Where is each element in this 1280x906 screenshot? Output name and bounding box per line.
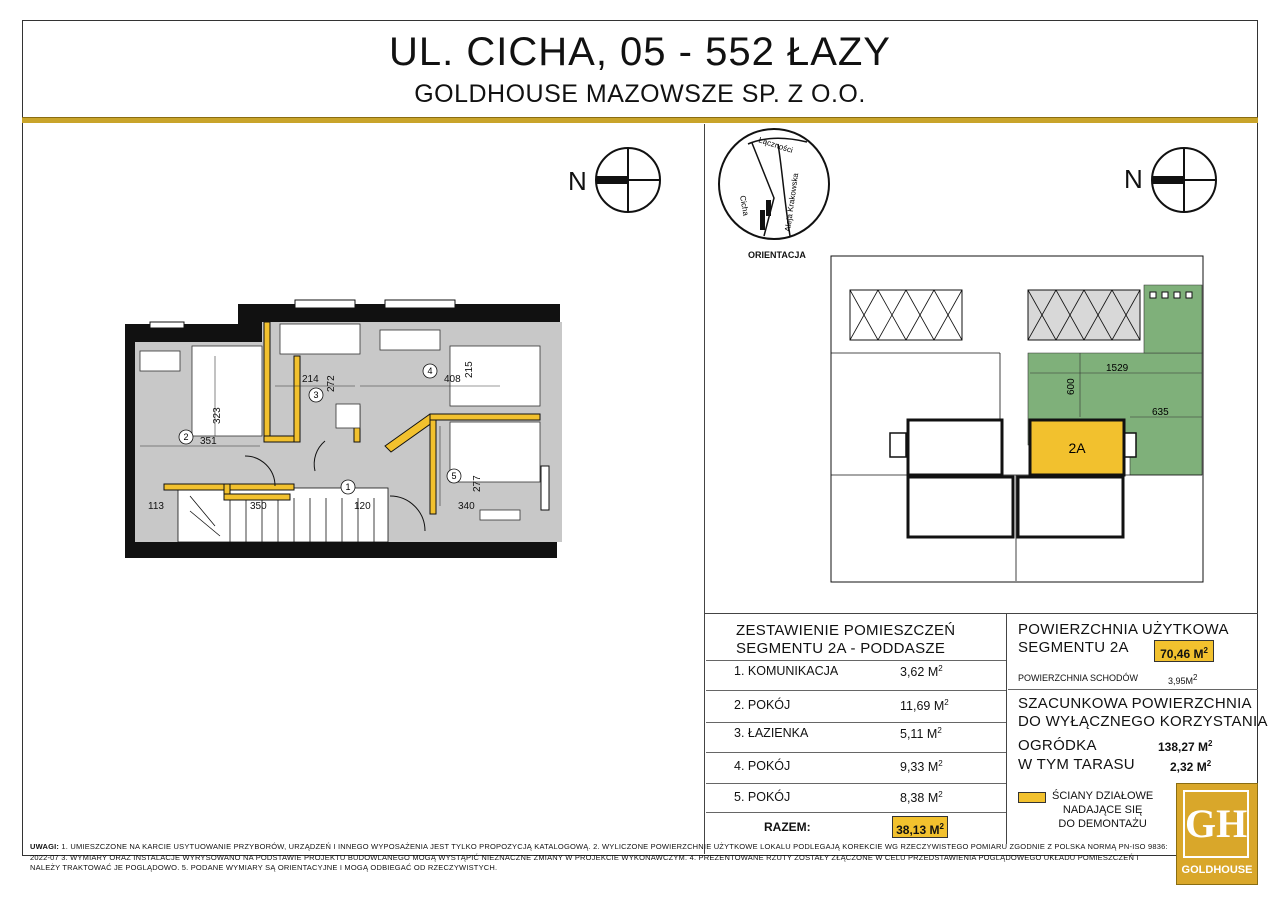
garden-label: OGRÓDKA (1018, 737, 1097, 754)
notes-text: 1. UMIESZCZONE NA KARCIE USYTUOWANIE PRZYBORÓW, URZĄDZEŃ I INNEGO WYPOSAŻENIA JEST TYLKO PROPOZYCJĄ KATALOGOWĄ. 2. WYLICZONE POWIERZCHNIE UŻYTKOWE LOKALU PODLEGAJĄ KOREKCIE WG RZECZYWISTEGO POMIARU ZGODNIE Z POLSKA NORMĄ PN-ISO 9836: 2022-07 3. WYMIARY ORAZ INSTALACJE WYRYSOWANO NA PODSTAWIE PROJEKTU BUDOWLANEGO MOGĄ WYSTĄPIĆ NIEZNACZNE ZMIANY W PROJEKCIE WYKONAWCZYM. 4. PREZENTOWANE RZUTY ZOSTAŁY ZŁĄCZONE W CELU PRZEDSTAWIENIA POGLĄDOWEGO UKŁADU POMIESZCZEŃ I NALEŻY TRAKTOWAĆ JE POGLĄDOWO. 5. PODANE WYMIARY SĄ ORIENTACYJNE I MOGĄ ODBIEGAĆ OD RZECZYWISTYCH. (30, 842, 1168, 872)
north-label: N (568, 166, 587, 196)
usable-area-badge: 70,46 $M^2$ (1154, 640, 1214, 662)
page-title: UL. CICHA, 05 - 552 ŁAZY (389, 30, 891, 74)
dimension-label: 215 (464, 361, 475, 378)
notes (30, 842, 1170, 874)
dimension-label: 272 (326, 375, 337, 392)
street-cicha: Cicha (738, 194, 751, 217)
room-name: 5. POKÓJ (734, 790, 791, 804)
room-area: 3,62 (900, 665, 925, 680)
stairs-area-value-wrap: $3,95M^2$ (1168, 673, 1198, 686)
north-compass-icon (1150, 146, 1218, 214)
page-subtitle: GOLDHOUSE MAZOWSZE SP. Z O.O. (414, 80, 866, 108)
legend-line: NADAJĄCE SIĘ (1062, 804, 1143, 816)
dimension-label: 351 (200, 436, 217, 447)
panel-divider (704, 124, 705, 854)
room-number: 5 (451, 471, 457, 481)
street-lacznosci: Łączności (757, 135, 794, 155)
stairs-area-label: POWIERZCHNIA SCHODÓW (1018, 673, 1139, 683)
dimension-label: 277 (472, 475, 483, 492)
exclusive-area-title: SZACUNKOWA POWIERZCHNIA (1018, 695, 1252, 712)
row-divider (706, 812, 1006, 813)
room-name: 2. POKÓJ (734, 698, 791, 712)
rooms-table-title: ZESTAWIENIE POMIESZCZEŃ (736, 622, 956, 639)
room-number: 3 (313, 390, 319, 400)
dimension-label: 120 (354, 501, 371, 512)
row-divider (706, 690, 1006, 691)
dimension-label: 340 (458, 501, 475, 512)
street-krakowska: Aleja Krakowska (783, 172, 801, 233)
total-area: 38,13 M (896, 823, 940, 837)
table-column-divider (1006, 614, 1007, 844)
room-number: 1 (345, 482, 351, 492)
room-name: 3. ŁAZIENKA (734, 726, 809, 740)
notes-label: UWAGI: (30, 842, 60, 851)
room-area: 5,11 (900, 727, 924, 742)
room-row: 5. POKÓJ 8,38 $M^2$ (734, 790, 943, 806)
terrace-area: 2,32 M (1170, 760, 1207, 774)
room-number: 4 (427, 366, 433, 376)
legend-line: ŚCIANY DZIAŁOWE (1052, 790, 1154, 802)
floor-plan (120, 296, 570, 566)
room-row: 4. POKÓJ 9,33 $M^2$ (734, 759, 943, 775)
usable-area-title: POWIERZCHNIA UŻYTKOWA (1018, 621, 1229, 638)
total-area-badge: 38,13 $M^2$ (892, 816, 948, 838)
total-label: RAZEM: (764, 820, 811, 834)
logo-letters: GH (1183, 790, 1249, 858)
exclusive-area-subtitle: DO WYŁĄCZNEGO KORZYSTANIA (1018, 713, 1268, 730)
north-label-site: N (1124, 164, 1143, 194)
dimension-label: 600 (1066, 378, 1077, 395)
terrace-label: W TYM TARASU (1018, 756, 1135, 773)
orientation-map (712, 128, 842, 240)
goldhouse-logo (1176, 783, 1258, 885)
room-area: 11,69 (900, 699, 931, 714)
dimension-label: 635 (1152, 407, 1169, 418)
header-divider (22, 117, 1258, 123)
dimension-label: 1529 (1106, 363, 1129, 374)
section-divider (1008, 689, 1258, 690)
legend-swatch (1018, 792, 1046, 803)
segment-label: 2A (1068, 440, 1086, 456)
legend-text (1052, 789, 1153, 831)
room-area: 9,33 (900, 760, 925, 775)
logo-name: GOLDHOUSE (1181, 864, 1253, 876)
legend-line: DO DEMONTAŻU (1058, 818, 1147, 830)
dimension-label: 214 (302, 374, 319, 385)
garden-area-wrap: 138,27 $M^2$ (1158, 739, 1213, 754)
site-plan (830, 255, 1206, 585)
room-row: 1. KOMUNIKACJA 3,62 $M^2$ (734, 664, 943, 680)
room-number: 2 (183, 432, 189, 442)
rooms-table-subtitle: SEGMENTU 2A - PODDASZE (736, 640, 946, 657)
room-area: 8,38 (900, 791, 925, 806)
dimension-label: 350 (250, 501, 267, 512)
usable-area-value: 70,46 M (1160, 647, 1204, 661)
table-divider (704, 613, 1258, 614)
row-divider (706, 783, 1006, 784)
stairs-area-value: 3,95M (1168, 676, 1194, 686)
room-row: 3. ŁAZIENKA 5,11 $M^2$ (734, 726, 942, 742)
dimension-label: 323 (212, 407, 223, 424)
room-name: 4. POKÓJ (734, 759, 791, 773)
room-name: 1. KOMUNIKACJA (734, 664, 839, 678)
dimension-label: 113 (148, 501, 164, 512)
usable-area-subtitle: SEGMENTU 2A (1018, 639, 1129, 656)
row-divider (706, 752, 1006, 753)
dimension-label: 408 (444, 374, 461, 385)
terrace-area-wrap: 2,32 $M^2$ (1170, 759, 1212, 774)
orientation-label: ORIENTACJA (748, 250, 806, 260)
north-compass-icon (594, 146, 662, 214)
room-row: 2. POKÓJ 11,69 $M^2$ (734, 698, 949, 714)
garden-area: 138,27 M (1158, 740, 1209, 754)
